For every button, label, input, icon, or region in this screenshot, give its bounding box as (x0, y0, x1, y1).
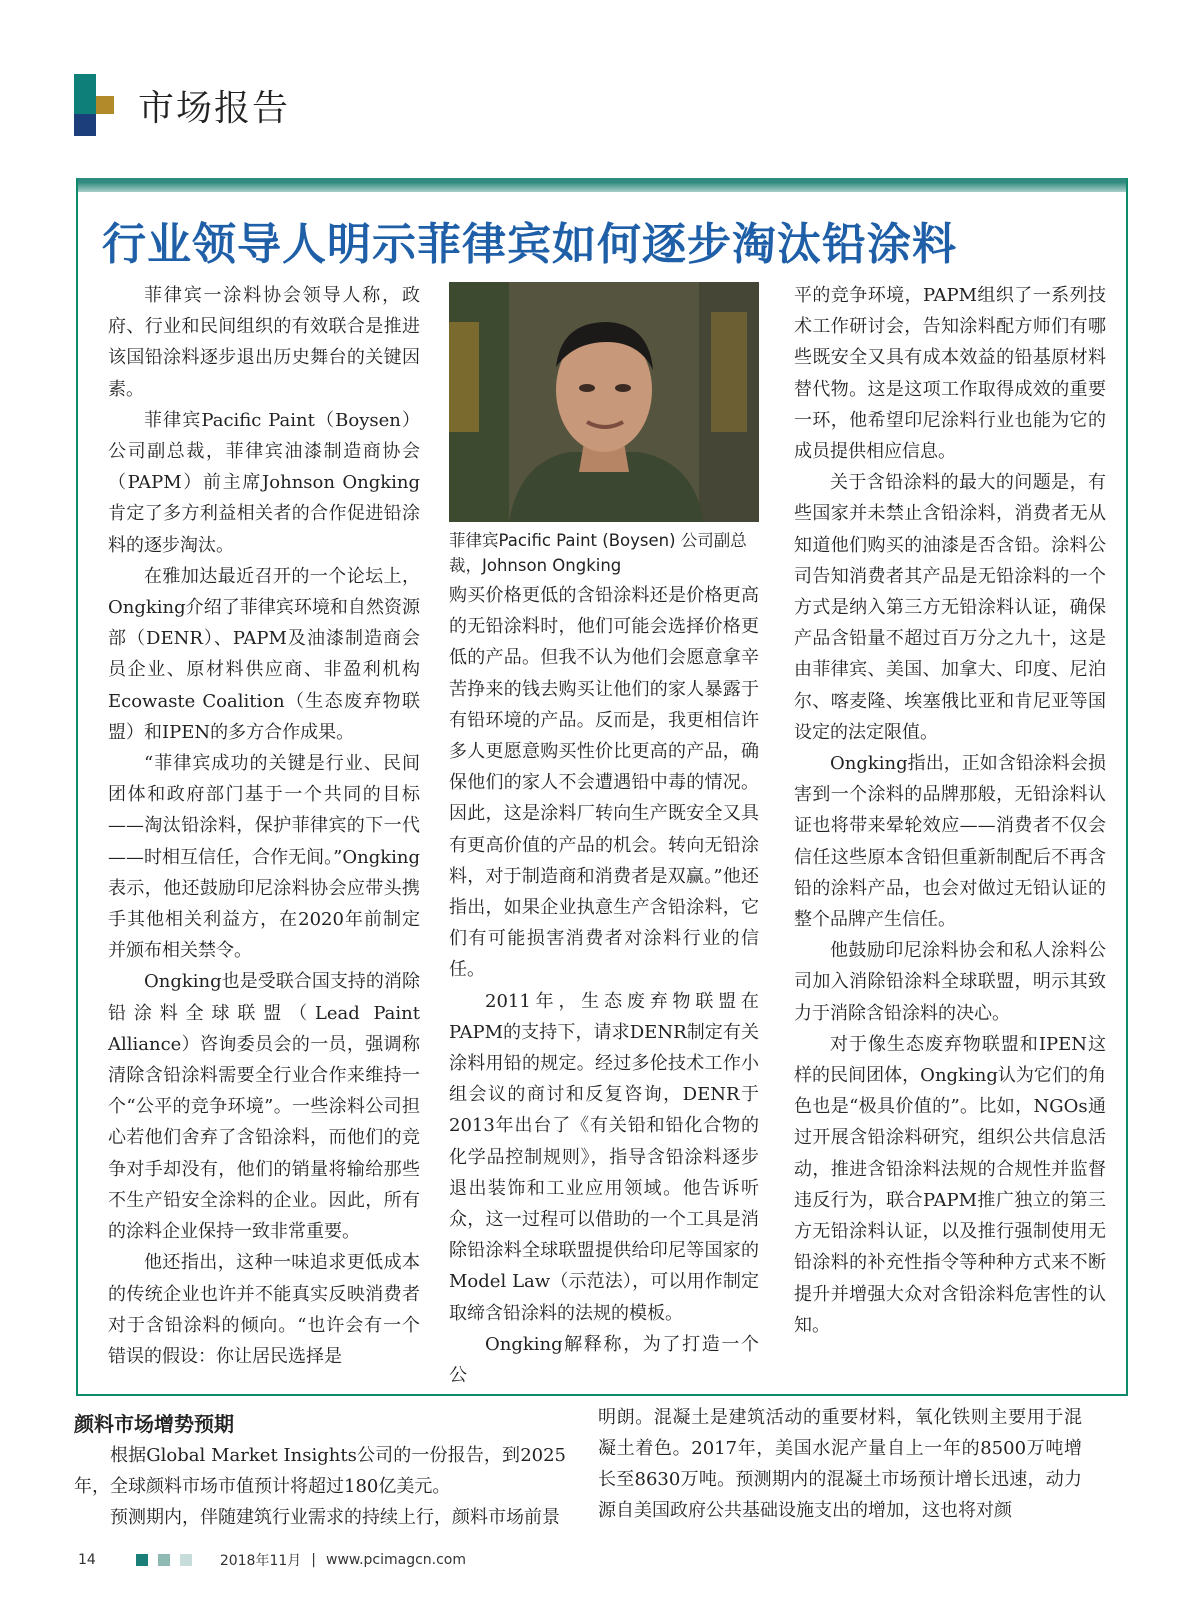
article-title: 行业领导人明示菲律宾如何逐步淘汰铅涂料 (102, 219, 957, 270)
news-column-1 (74, 1440, 566, 1533)
paragraph: Ongking指出，正如含铅涂料会损害到一个涂料的品牌那般，无铅涂料认证也将带来晕轮效应——消费者不仅会信任这些原本含铅但重新制配后不再含铅的涂料产品，也会对做过无铅认证的整个品牌产生信任。 (794, 753, 1106, 931)
paragraph: 关于含铅涂料的最大的问题是，有些国家并未禁止含铅涂料，消费者无从知道他们购买的油漆是否含铅。涂料公司告知消费者其产品是无铅涂料的一个方式是纳入第三方无铅涂料认证，确保产品含铅量不超过百万分之九十，这是由菲律宾、美国、加拿大、印度、尼泊尔、喀麦隆、埃塞俄比亚和肯尼亚等国设定的法定限值。 (794, 472, 1106, 743)
issue-date: 2018年11月 (219, 1553, 302, 1569)
article-frame (76, 178, 1128, 1396)
paragraph: Ongking也是受联合国支持的消除铅涂料全球联盟（Lead Paint Alliance）咨询委员会的一员，强调称清除含铅涂料需要全行业合作来维持一个“公平的竞争环境”。一些涂料公司担心若他们舍弃了含铅涂料，而他们的竞争对手却没有，他们的销量将输给那些不生产铅安全涂料的企业。因此，所有的涂料企业保持一致非常重要。 (108, 971, 420, 1243)
paragraph: Ongking解释称，为了打造一个公 (449, 1333, 759, 1387)
paragraph: 他鼓励印尼涂料协会和私人涂料公司加入消除铅涂料全球联盟，明示其致力于消除含铅涂料的决心。 (794, 940, 1106, 1024)
footer-square-icon (158, 1554, 170, 1566)
website-link[interactable]: www.pcimagcn.com (326, 1552, 467, 1568)
section-title: 市场报告 (138, 88, 291, 129)
paragraph: 平的竞争环境，PAPM组织了一系列技术工作研讨会，告知涂料配方师们有哪些既安全又具有成本效益的铅基原材料替代物。这是这项工作取得成效的重要一环，他希望印尼涂料行业也能为它的成员提供相应信息。 (794, 285, 1106, 463)
paragraph: “菲律宾成功的关键是行业、民间团体和政府部门基于一个共同的目标——淘汰铅涂料，保护菲律宾的下一代——时相互信任，合作无间。”Ongking表示，他还鼓励印尼涂料协会应带头携手其他相关利益方，在2020年前制定并颁布相关禁令。 (108, 753, 420, 962)
frame-top-bar (78, 178, 1126, 192)
article-column-1 (108, 280, 420, 1372)
paragraph: 2011年，生态废弃物联盟在PAPM的支持下，请求DENR制定有关涂料用铅的规定。经过多伦技术工作小组会议的商讨和反复咨询，DENR于2013年出台了《有关铅和铅化合物的化学品控制规则》，指导含铅涂料逐步退出装饰和工业应用领域。他告诉听众，这一过程可以借助的一个工具是消除铅涂料全球联盟提供给印尼等国家的Model Law（示范法），可以用作制定取缔含铅涂料的法规的模板。 (449, 990, 759, 1324)
paragraph: 菲律宾一涂料协会领导人称，政府、行业和民间组织的有效联合是推进该国铅涂料逐步退出历史舞台的关键因素。 (108, 285, 420, 400)
section-logo (74, 74, 138, 138)
article-column-2 (449, 580, 759, 1391)
paragraph: 根据Global Market Insights公司的一份报告，到2025年，全球颜料市场市值预计将超过180亿美元。 (74, 1445, 566, 1497)
paragraph: 菲律宾Pacific Paint（Boysen）公司副总裁，菲律宾油漆制造商协会（PAPM）前主席Johnson Ongking肯定了多方利益相关者的合作促进铅涂料的逐步淘汰。 (108, 409, 420, 556)
paragraph: 明朗。混凝土是建筑活动的重要材料，氧化铁则主要用于混凝土着色。2017年，美国水泥产量自上一年的8500万吨增长至8630万吨。预测期内的混凝土市场预计增长迅速，动力源自美国政府公共基础设施支出的增加，这也将对颜 (598, 1407, 1082, 1521)
news-column-2 (598, 1402, 1082, 1526)
page-footer (78, 1550, 466, 1570)
paragraph: 购买价格更低的含铅涂料还是价格更高的无铅涂料时，他们可能会选择价格更低的产品。但我不认为他们会愿意拿辛苦挣来的钱去购买让他们的家人暴露于有铅环境的产品。反而是，我更相信许多人更愿意购买性价比更高的产品，确保他们的家人不会遭遇铅中毒的情况。因此，这是涂料厂转向生产既安全又具有更高价值的产品的机会。转向无铅涂料，对于制造商和消费者是双赢。”他还指出，如果企业执意生产含铅涂料，它们有可能损害消费者对涂料行业的信任。 (449, 585, 759, 981)
paragraph: 预测期内，伴随建筑行业需求的持续上行，颜料市场前景 (110, 1507, 560, 1528)
footer-separator: | (311, 1552, 316, 1568)
news-title: 颜料市场增势预期 (74, 1412, 234, 1436)
photo-caption: 菲律宾Pacific Paint (Boysen) 公司副总裁，Johnson Ongking (449, 531, 747, 575)
article-column-3 (794, 280, 1106, 1341)
portrait-photo (449, 282, 759, 522)
paragraph: 对于像生态废弃物联盟和IPEN这样的民间团体，Ongking认为它们的角色也是“极具价值的”。比如，NGOs通过开展含铅涂料研究，组织公共信息活动，推进含铅涂料法规的合规性并监督违反行为，联合PAPM推广独立的第三方无铅涂料认证，以及推行强制使用无铅涂料的补充性指令等种种方式来不断提升并增强大众对含铅涂料危害性的认知。 (794, 1033, 1106, 1336)
footer-square-icon (180, 1554, 192, 1566)
paragraph: 他还指出，这种一味追求更低成本的传统企业也许并不能真实反映消费者对于含铅涂料的倾向。“也许会有一个错误的假设：你让居民选择是 (108, 1252, 420, 1367)
paragraph: 在雅加达最近召开的一个论坛上，Ongking介绍了菲律宾环境和自然资源部（DENR）、PAPM及油漆制造商会员企业、原材料供应商、非盈利机构Ecowaste Coalition（生态废弃物联盟）和IPEN的多方合作成果。 (108, 565, 420, 743)
portrait-illustration (449, 282, 759, 522)
page-number: 14 (78, 1552, 96, 1568)
footer-square-icon (136, 1554, 148, 1566)
